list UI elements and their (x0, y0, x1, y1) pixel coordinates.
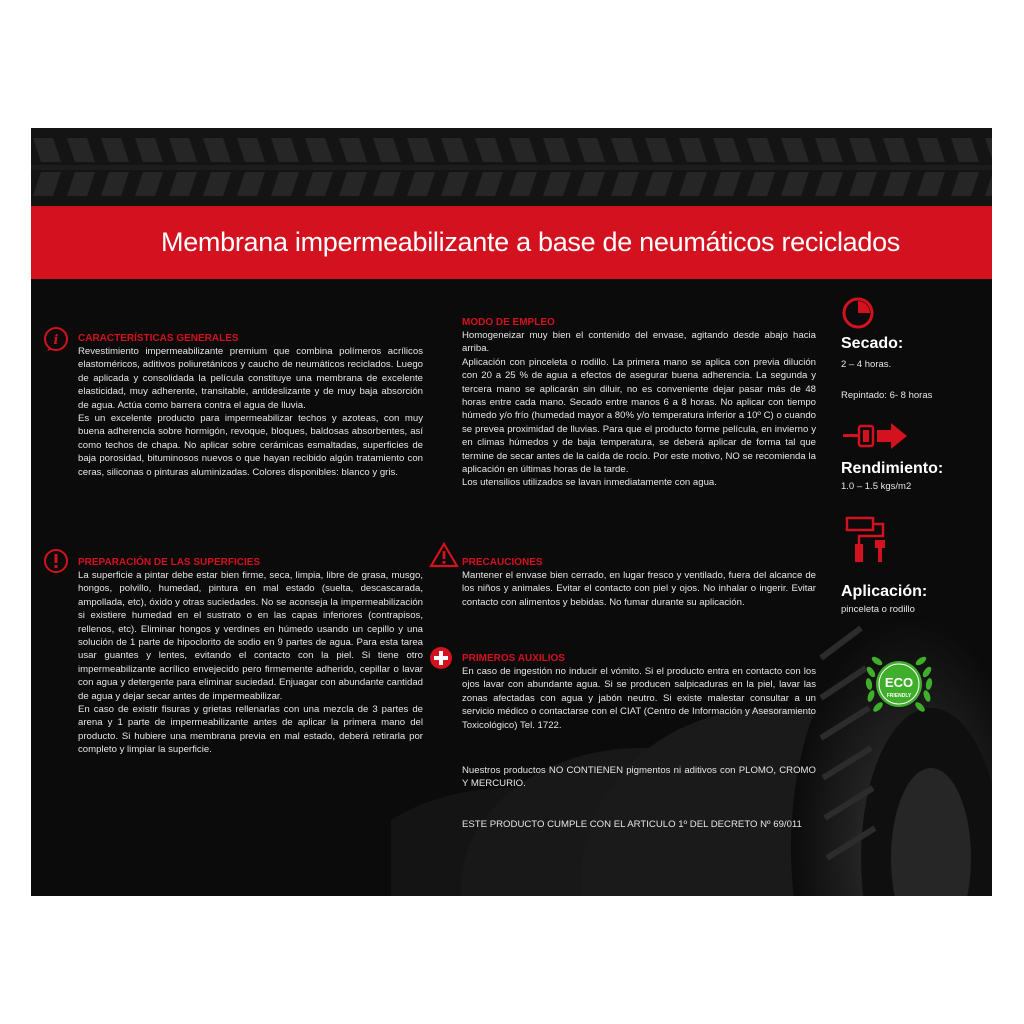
paragraph: La superficie a pintar debe estar bien firme, seca, limpia, libre de grasa, musgo, hongos, polvillo, humedad, pintura en mal estado (suelta, descascarada, ampollada, etc), óxido y otras suciedades. No se aconseja la impermeabilización si existiere humedad en el sustrato o en las capas inferiores (contrapisos, rellenos, etc). Eliminar hongos y verdines en húmedo usando un cepillo y una solución de 1 parte de hipoclorito de sodio en 9 partes de agua. Para esta tarea usar guantes y lentes, evitando el contacto con la piel. Si tiene otro impermeabilizante acrílico envejecido pero firmemente adherido, cepillar o lavar con agua y detergente para eliminar suciedad. Enjuagar con abundante cantidad de agua y dejar secar antes de impermeabilizar. (78, 570, 423, 702)
paragraph: En caso de existir fisuras y grietas rellenarlas con una mezcla de 3 partes de arena y 1 parte de impermeabilizante antes de aplicar la primera mano del producto. Si hubiere una membrana previa en mal estado, deberá retirarla por completo y limpiar la superficie. (78, 704, 423, 756)
paragraph: ESTE PRODUCTO CUMPLE CON EL ARTICULO 1º DEL DECRETO Nº 69/011 (462, 819, 802, 830)
heading-precauciones: PRECAUCIONES (462, 557, 543, 568)
note-no-contiene (462, 764, 816, 791)
first-aid-icon (429, 646, 453, 670)
warning-triangle-icon (429, 542, 459, 568)
page-title: Membrana impermeabilizante a base de neumáticos reciclados (161, 227, 900, 257)
warning-icon-wrap (43, 548, 69, 579)
tread-pattern (31, 128, 992, 206)
title-banner (31, 206, 992, 279)
heading-preparacion: PREPARACIÓN DE LAS SUPERFICIES (78, 557, 261, 568)
spec-value: Repintado: 6- 8 horas (841, 390, 933, 401)
roller-arrow-icon (841, 420, 911, 452)
paragraph: Aplicación con pinceleta o rodillo. La primera mano se aplica con previa dilución con 20 a 25 % de agua a efectos de asegurar buena adherencia. La segunda y tercera mano se aplicarán sin diluir, no es conveniente dejar pasar más de 48 horas entre cada mano. Secado entre manos 6 a 8 horas. No aplicar con tiempo húmedo y/o frío (humedad mayor a 80% y/o temperatura inferior a 10º C) o cuando se prevea proximidad de lluvias. Para que el producto forme película, en invierno y en climas húmedos y de baja temperatura, se deberá aplicar de forma tal que termine de secar antes de la caída de rocío. Por este motivo, NO se recomienda la aplicación en últimas horas de la tarde. (462, 356, 816, 476)
spec-secado (841, 334, 981, 402)
note-decreto (462, 818, 816, 831)
section-precauciones (462, 556, 816, 609)
heading-modo-empleo: MODO DE EMPLEO (462, 317, 555, 328)
paragraph: Revestimiento impermeabilizante premium que combina polímeros acrílicos elastoméricos, aditivos poliuretánicos y caucho de neumáticos reciclados. Luego de aplicada y consolidada la película constituye una membrana de excelente elasticidad, muy adherente, transitable, antideslizante y de muy baja absorción de agua. Actúa como barrera contra el agua de lluvia. (78, 346, 423, 411)
section-modo-empleo (462, 316, 816, 490)
spec-value: 2 – 4 horas. (841, 359, 892, 370)
spec-rendimiento (841, 459, 981, 493)
svg-text:i: i (53, 333, 59, 348)
info-icon-wrap (43, 326, 69, 357)
badge-sub-text: FRIENDLY (886, 693, 912, 699)
info-icon (43, 326, 69, 352)
paragraph: Nuestros productos NO CONTIENEN pigmentos ni aditivos con PLOMO, CROMO Y MERCURIO. (462, 765, 816, 790)
clock-icon (841, 296, 875, 330)
section-caracteristicas (78, 332, 423, 479)
product-sheet (31, 128, 992, 896)
section-preparacion (78, 556, 423, 757)
spec-label: Aplicación: (841, 583, 928, 600)
eco-friendly-badge (859, 644, 939, 724)
section-primeros-auxilios (462, 652, 816, 732)
tires-illustration (391, 598, 992, 896)
paragraph: En caso de ingestión no inducir el vómito. Si el producto entra en contacto con los ojos lavar con abundante agua. Si se producen salpicaduras en la piel, lavar las zonas afectadas con agua y jabón neutro. Si existe malestar consultar a un servicio médico o contactarse con el CIAT (Centro de Información y Asesoramiento Toxicológico) Tel. 1722. (462, 666, 816, 731)
paragraph: Mantener el envase bien cerrado, en lugar fresco y ventilado, fuera del alcance de los niños y animales. Evitar el contacto con piel y ojos. No inhalar o ingerir. Evitar contacto con alimentos y bebidas. No fumar durante su aplicación. (462, 570, 816, 608)
badge-main-text: ECO (884, 675, 914, 690)
first-aid-icon-wrap (429, 646, 453, 675)
paragraph: Homogeneizar muy bien el contenido del envase, agitando desde abajo hacia arriba. (462, 330, 816, 355)
spec-aplicacion (841, 582, 981, 616)
spec-value: 1.0 – 1.5 kgs/m2 (841, 481, 912, 492)
brush-roller-icon (845, 514, 891, 564)
warning-icon (43, 548, 69, 574)
precaution-icon-wrap (429, 542, 459, 573)
heading-primeros-auxilios: PRIMEROS AUXILIOS (462, 653, 565, 664)
spec-value: pinceleta o rodillo (841, 604, 915, 615)
paragraph: Es un excelente producto para impermeabilizar techos y azoteas, con muy buena adherencia sobre hormigón, revoque, bloques, baldosas absorbentes, así como techos de chapa. No aplicar sobre cerámicas esmaltadas, superficies de baja porosidad, bituminosos nuevos o que hayan recibido algún tratamiento con ceras, siliconas o pinturas aluminizadas. Colores disponibles: blanco y gris. (78, 413, 423, 478)
spec-label: Rendimiento: (841, 460, 944, 477)
paragraph: Los utensilios utilizados se lavan inmediatamente con agua. (462, 477, 717, 489)
heading-caracteristicas: CARACTERÍSTICAS GENERALES (78, 333, 239, 344)
tire-tread-band (31, 128, 992, 206)
spec-label: Secado: (841, 335, 904, 352)
